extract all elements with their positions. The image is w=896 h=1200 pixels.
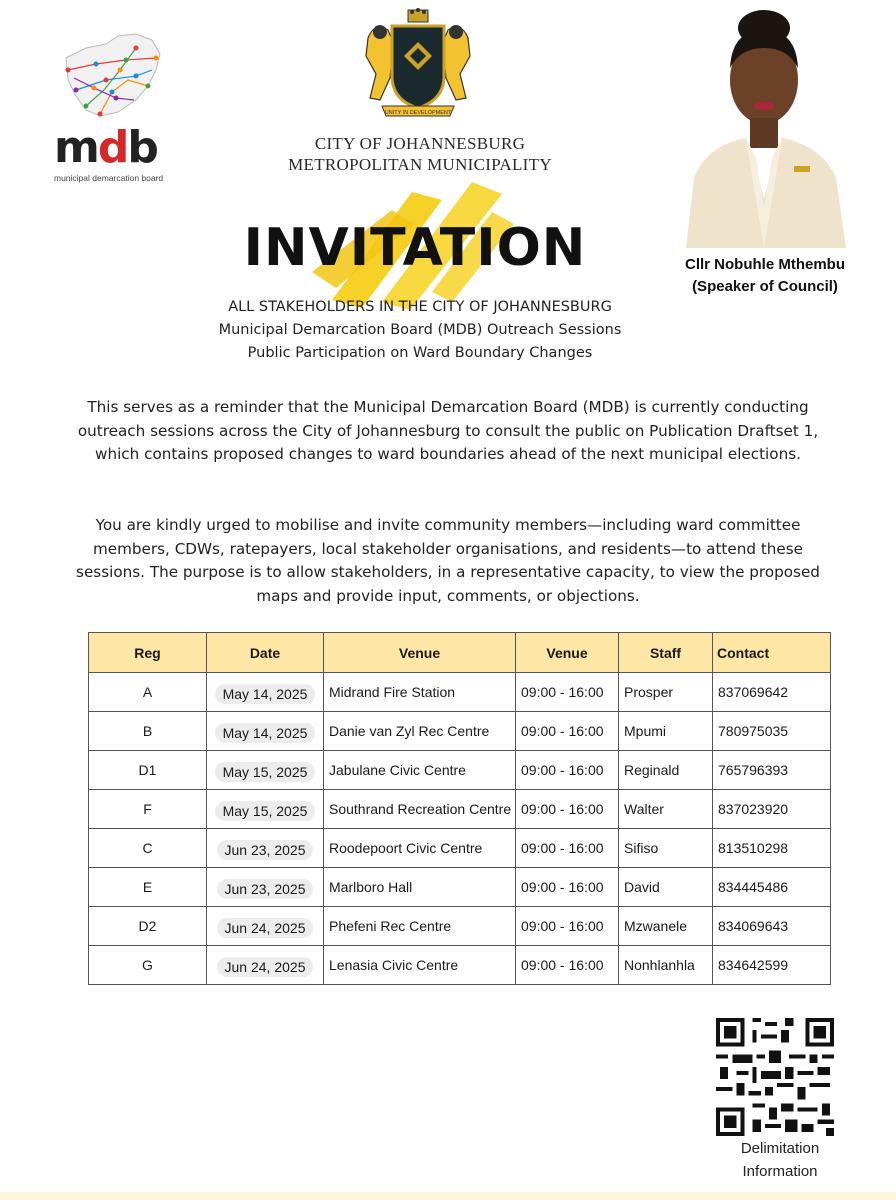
reminder-paragraph: This serves as a reminder that the Municipal Demarcation Board (MDB) is currently conducting outreach sessions across the City of Johannesburg to consult the public on Publication Draftset 1, which contains proposed changes to ward boundaries ahead of the next municipal elections. bbox=[77, 398, 819, 463]
table-row bbox=[89, 712, 831, 751]
qr-code[interactable] bbox=[716, 1018, 834, 1136]
coat-of-arms-icon bbox=[360, 8, 476, 128]
cell-date bbox=[207, 946, 324, 985]
cell-contact: 834642599 bbox=[713, 946, 831, 985]
header-staff: Staff bbox=[619, 633, 713, 673]
cell-time: 09:00 - 16:00 bbox=[516, 868, 619, 907]
cell-time: 09:00 - 16:00 bbox=[516, 673, 619, 712]
cell-staff: Reginald bbox=[619, 751, 713, 790]
cell-staff: Mpumi bbox=[619, 712, 713, 751]
date-chip: May 15, 2025 bbox=[215, 801, 316, 821]
cell-staff: Prosper bbox=[619, 673, 713, 712]
cell-staff: Mzwanele bbox=[619, 907, 713, 946]
table-row bbox=[89, 673, 831, 712]
motto-text: UNITY IN DEVELOPMENT bbox=[384, 110, 452, 116]
cell-contact: 834445486 bbox=[713, 868, 831, 907]
south-africa-map-icon bbox=[56, 30, 166, 122]
cell-contact: 813510298 bbox=[713, 829, 831, 868]
qr-caption-line-2: Information bbox=[742, 1163, 818, 1180]
cell-reg: G bbox=[89, 946, 207, 985]
qr-caption-line-1: Delimitation bbox=[740, 1140, 820, 1157]
speaker-role: (Speaker of Council) bbox=[692, 278, 838, 295]
cell-date bbox=[207, 673, 324, 712]
table-row bbox=[89, 751, 831, 790]
cell-time: 09:00 - 16:00 bbox=[516, 751, 619, 790]
cell-time: 09:00 - 16:00 bbox=[516, 829, 619, 868]
subtitle-block bbox=[150, 296, 690, 365]
speaker-caption bbox=[660, 254, 870, 298]
table-row bbox=[89, 790, 831, 829]
cell-staff: Nonhlanhla bbox=[619, 946, 713, 985]
subtitle-line-1: ALL STAKEHOLDERS IN THE CITY OF JOHANNESBURG bbox=[228, 299, 612, 315]
table-row bbox=[89, 829, 831, 868]
cell-time: 09:00 - 16:00 bbox=[516, 907, 619, 946]
cell-date bbox=[207, 712, 324, 751]
city-name bbox=[260, 133, 580, 175]
date-chip: Jun 23, 2025 bbox=[217, 840, 314, 860]
subtitle-line-3: Public Participation on Ward Boundary Changes bbox=[247, 345, 593, 361]
cell-contact: 780975035 bbox=[713, 712, 831, 751]
cell-venue: Southrand Recreation Centre bbox=[324, 790, 516, 829]
cell-date bbox=[207, 907, 324, 946]
bottom-strip bbox=[0, 1192, 896, 1200]
cell-contact: 837023920 bbox=[713, 790, 831, 829]
date-chip: May 14, 2025 bbox=[215, 723, 316, 743]
table-row bbox=[89, 868, 831, 907]
date-chip: May 15, 2025 bbox=[215, 762, 316, 782]
cell-reg: D2 bbox=[89, 907, 207, 946]
cell-venue: Lenasia Civic Centre bbox=[324, 946, 516, 985]
cell-venue: Danie van Zyl Rec Centre bbox=[324, 712, 516, 751]
cell-venue: Jabulane Civic Centre bbox=[324, 751, 516, 790]
cell-contact: 837069642 bbox=[713, 673, 831, 712]
header-venue-time: Venue bbox=[516, 633, 619, 673]
table-row bbox=[89, 946, 831, 985]
header-reg: Reg bbox=[89, 633, 207, 673]
cell-reg: A bbox=[89, 673, 207, 712]
outreach-schedule-table bbox=[88, 632, 831, 985]
cell-time: 09:00 - 16:00 bbox=[516, 946, 619, 985]
mdb-logo bbox=[50, 30, 180, 182]
table-row bbox=[89, 907, 831, 946]
cell-date bbox=[207, 868, 324, 907]
cell-venue: Marlboro Hall bbox=[324, 868, 516, 907]
cell-time: 09:00 - 16:00 bbox=[516, 790, 619, 829]
cell-staff: Walter bbox=[619, 790, 713, 829]
date-chip: May 14, 2025 bbox=[215, 684, 316, 704]
mdb-wordmark: mdb bbox=[54, 122, 157, 173]
cell-contact: 834069643 bbox=[713, 907, 831, 946]
cell-date bbox=[207, 829, 324, 868]
header-venue: Venue bbox=[324, 633, 516, 673]
cell-staff: Sifiso bbox=[619, 829, 713, 868]
cell-time: 09:00 - 16:00 bbox=[516, 712, 619, 751]
invitation-title: INVITATION bbox=[243, 218, 587, 278]
city-line-1: CITY OF JOHANNESBURG bbox=[314, 134, 526, 153]
speaker-name: Cllr Nobuhle Mthembu bbox=[685, 256, 845, 273]
table-header-row bbox=[89, 633, 831, 673]
cell-staff: David bbox=[619, 868, 713, 907]
cell-reg: E bbox=[89, 868, 207, 907]
date-chip: Jun 24, 2025 bbox=[217, 918, 314, 938]
header-date: Date bbox=[207, 633, 324, 673]
cell-date bbox=[207, 790, 324, 829]
cell-reg: B bbox=[89, 712, 207, 751]
cell-date bbox=[207, 751, 324, 790]
date-chip: Jun 24, 2025 bbox=[217, 957, 314, 977]
date-chip: Jun 23, 2025 bbox=[217, 879, 314, 899]
city-line-2: METROPOLITAN MUNICIPALITY bbox=[288, 155, 552, 174]
speaker-photo bbox=[676, 8, 854, 248]
cell-venue: Midrand Fire Station bbox=[324, 673, 516, 712]
cell-contact: 765796393 bbox=[713, 751, 831, 790]
cell-reg: F bbox=[89, 790, 207, 829]
mdb-subtitle: municipal demarcation board bbox=[54, 173, 164, 183]
header-contact: Contact bbox=[713, 633, 831, 673]
mobilise-paragraph: You are kindly urged to mobilise and invite community members—including ward committee members, CDWs, ratepayers, local stakeholder organisations, and residents—to attend these sessions. The purpose is to allow stakeholders, in a representative capacity, to view the proposed maps and provide input, comments, or objections. bbox=[76, 516, 820, 605]
cell-venue: Phefeni Rec Centre bbox=[324, 907, 516, 946]
cell-reg: C bbox=[89, 829, 207, 868]
qr-caption bbox=[706, 1137, 854, 1183]
subtitle-line-2: Municipal Demarcation Board (MDB) Outreach Sessions bbox=[218, 322, 622, 338]
cell-reg: D1 bbox=[89, 751, 207, 790]
cell-venue: Roodepoort Civic Centre bbox=[324, 829, 516, 868]
